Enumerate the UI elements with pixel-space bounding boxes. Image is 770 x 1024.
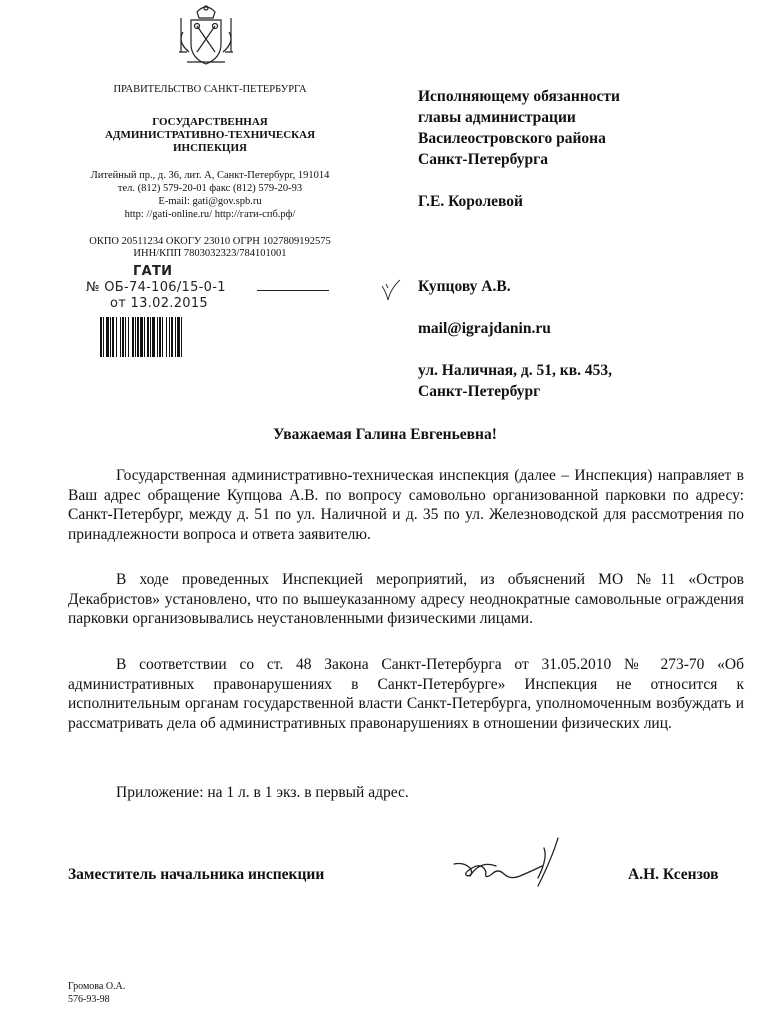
body-paragraph-1: Государственная административно-техническая инспекция (далее – Инспекция) направляет в Ваш адрес обращение Купцова А.В. по вопросу самовольно организованной парковки по адресу: Санкт-Петербург, между д. 51 по ул. Наличной и д. 35 по ул. Железноводской для рассмотрения по принадлежности вопроса и ответа заявителю. xyxy=(68,467,744,543)
signatory-title: Заместитель начальника инспекции xyxy=(68,866,325,883)
org-name-line1: ГОСУДАРСТВЕННАЯ xyxy=(152,116,268,128)
org-name-line2: АДМИНИСТРАТИВНО-ТЕХНИЧЕСКАЯ xyxy=(104,129,316,141)
addressee-line4: Санкт-Петербурга xyxy=(418,151,548,168)
stamp-underline xyxy=(257,290,329,291)
org-web: http: //gati-online.ru/ http://гати-спб.рф/ xyxy=(124,209,296,220)
org-name-line3: ИНСПЕКЦИЯ xyxy=(173,142,247,154)
handwritten-check-mark xyxy=(378,278,402,302)
org-email: E-mail: gati@gov.spb.ru xyxy=(158,196,262,207)
appendix-note: Приложение: на 1 л. в 1 экз. в первый адрес. xyxy=(116,784,409,801)
copy-recipient-name: Купцову А.В. xyxy=(418,278,511,295)
stamp-date: от 13.02.2015 xyxy=(110,296,208,311)
executor-info xyxy=(68,980,125,1006)
copy-recipient-city: Санкт-Петербург xyxy=(418,383,541,400)
salutation: Уважаемая Галина Евгеньевна! xyxy=(273,426,497,443)
addressee-line3: Василеостровского района xyxy=(418,130,606,147)
coat-of-arms-icon xyxy=(175,2,237,70)
stamp-label: ГАТИ xyxy=(133,264,173,279)
copy-recipient-email: mail@igrajdanin.ru xyxy=(418,320,551,337)
stamp-number: № ОБ-74-106/15-0-1 xyxy=(86,280,226,295)
org-codes-2: ИНН/КПП 7803032323/784101001 xyxy=(133,248,287,259)
addressee-line2: главы администрации xyxy=(418,109,576,126)
handwritten-signature xyxy=(440,834,580,894)
executor-name: Громова О.А. xyxy=(68,981,126,992)
copy-recipient-street: ул. Наличная, д. 51, кв. 453, xyxy=(418,362,612,379)
executor-phone: 576-93-98 xyxy=(68,994,110,1005)
government-name: ПРАВИТЕЛЬСТВО САНКТ-ПЕТЕРБУРГА xyxy=(113,84,307,95)
addressee-name: Г.Е. Королевой xyxy=(418,193,523,210)
barcode xyxy=(100,317,202,357)
org-codes-1: ОКПО 20511234 ОКОГУ 23010 ОГРН 1027809192575 xyxy=(89,236,331,247)
addressee-line1: Исполняющему обязанности xyxy=(418,88,620,105)
body-paragraph-2: В ходе проведенных Инспекцией мероприятий, из объяснений МО №11 «Остров Декабристов» установлено, что по вышеуказанному адресу неоднократные самовольные ограждения парковки организовывались неустановленными физическими лицами. xyxy=(68,571,744,628)
body-paragraph-3: В соответствии со ст. 48 Закона Санкт-Петербурга от 31.05.2010 № 273-70 «Об административных правонарушениях в Санкт-Петербурге» Инспекция не относится к исполнительным органам государственной власти Санкт-Петербурга, уполномоченным возбуждать и рассматривать дела об административных правонарушениях в отношении физических лиц. xyxy=(68,656,744,732)
signatory-name: А.Н. Ксензов xyxy=(628,866,719,883)
org-address: Литейный пр., д. 36, лит. А, Санкт-Петербург, 191014 xyxy=(90,170,330,181)
org-phone: тел. (812) 579-20-01 факс (812) 579-20-93 xyxy=(117,183,303,194)
